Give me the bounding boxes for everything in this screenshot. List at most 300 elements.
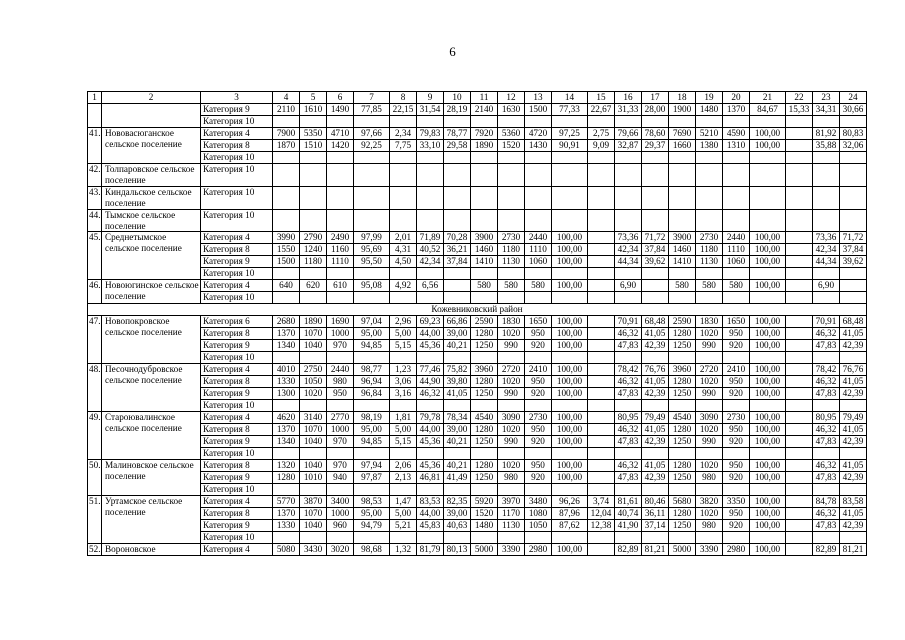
- value-cell: [786, 292, 813, 304]
- value-cell: 2730: [525, 412, 552, 424]
- value-cell: [642, 152, 669, 164]
- table-row: [88, 340, 867, 352]
- value-cell: [273, 209, 300, 232]
- value-cell: 100,00: [750, 520, 786, 532]
- value-cell: 39,80: [444, 376, 471, 388]
- district-name: Кожевниковский район: [88, 304, 867, 316]
- value-cell: 1900: [669, 104, 696, 116]
- column-number: 7: [354, 92, 390, 104]
- settlement-name: Среднетымское сельское поселение: [102, 232, 201, 280]
- value-cell: 980: [696, 520, 723, 532]
- settlement-name: Песочнодубровское сельское поселение: [102, 364, 201, 412]
- category-cell: Категория 10: [201, 448, 273, 460]
- value-cell: [273, 268, 300, 280]
- value-cell: [471, 484, 498, 496]
- value-cell: 79,78: [417, 412, 444, 424]
- value-cell: [471, 152, 498, 164]
- value-cell: 950: [723, 508, 750, 520]
- value-cell: 1830: [498, 316, 525, 328]
- value-cell: [786, 140, 813, 152]
- value-cell: [417, 209, 444, 232]
- value-cell: 1130: [498, 256, 525, 268]
- value-cell: 9,09: [588, 140, 615, 152]
- value-cell: 100,00: [552, 424, 588, 436]
- value-cell: 1420: [327, 140, 354, 152]
- value-cell: 32,87: [615, 140, 642, 152]
- value-cell: 1180: [300, 256, 327, 268]
- value-cell: 40,74: [615, 508, 642, 520]
- value-cell: [471, 268, 498, 280]
- value-cell: [813, 292, 840, 304]
- value-cell: 7690: [669, 128, 696, 140]
- value-cell: [786, 164, 813, 187]
- value-cell: [615, 400, 642, 412]
- value-cell: 2720: [498, 364, 525, 376]
- value-cell: 1480: [471, 520, 498, 532]
- value-cell: 100,00: [750, 460, 786, 472]
- value-cell: 84,67: [750, 104, 786, 116]
- value-cell: [786, 388, 813, 400]
- value-cell: 100,00: [750, 244, 786, 256]
- value-cell: 2440: [525, 232, 552, 244]
- table-row: [88, 532, 867, 544]
- value-cell: [642, 116, 669, 128]
- value-cell: [840, 292, 867, 304]
- settlement-number: 43.: [88, 186, 102, 209]
- value-cell: [552, 116, 588, 128]
- value-cell: 46,32: [417, 388, 444, 400]
- value-cell: [786, 364, 813, 376]
- value-cell: 610: [327, 280, 354, 292]
- value-cell: [525, 209, 552, 232]
- value-cell: [444, 400, 471, 412]
- settlement-name: Малиновское сельское поселение: [102, 460, 201, 496]
- value-cell: [696, 484, 723, 496]
- value-cell: 70,91: [813, 316, 840, 328]
- value-cell: 78,60: [642, 128, 669, 140]
- value-cell: 920: [525, 340, 552, 352]
- table-row: [88, 544, 867, 556]
- value-cell: 100,00: [750, 232, 786, 244]
- value-cell: 76,76: [840, 364, 867, 376]
- header-row: [88, 92, 867, 104]
- value-cell: 81,92: [813, 128, 840, 140]
- value-cell: [327, 352, 354, 364]
- value-cell: 3,74: [588, 496, 615, 508]
- value-cell: 580: [723, 280, 750, 292]
- value-cell: 990: [696, 340, 723, 352]
- value-cell: 44,90: [417, 376, 444, 388]
- value-cell: 5000: [669, 544, 696, 556]
- value-cell: [669, 116, 696, 128]
- value-cell: [813, 484, 840, 496]
- value-cell: 2,96: [390, 316, 417, 328]
- value-cell: 80,95: [813, 412, 840, 424]
- value-cell: 7920: [471, 128, 498, 140]
- value-cell: [669, 484, 696, 496]
- value-cell: [786, 340, 813, 352]
- value-cell: 2730: [498, 232, 525, 244]
- value-cell: [786, 186, 813, 209]
- value-cell: 41,49: [444, 472, 471, 484]
- value-cell: [786, 209, 813, 232]
- value-cell: [669, 268, 696, 280]
- value-cell: 47,83: [813, 340, 840, 352]
- column-number: 1: [88, 92, 102, 104]
- value-cell: [498, 532, 525, 544]
- value-cell: [588, 244, 615, 256]
- value-cell: 46,32: [813, 328, 840, 340]
- value-cell: 990: [498, 388, 525, 400]
- value-cell: 940: [327, 472, 354, 484]
- value-cell: 100,00: [552, 412, 588, 424]
- value-cell: 1410: [669, 256, 696, 268]
- value-cell: 1520: [498, 140, 525, 152]
- value-cell: 94,85: [354, 340, 390, 352]
- value-cell: 3900: [471, 232, 498, 244]
- value-cell: [300, 400, 327, 412]
- value-cell: [273, 292, 300, 304]
- value-cell: 950: [525, 328, 552, 340]
- value-cell: 68,48: [840, 316, 867, 328]
- value-cell: [696, 164, 723, 187]
- value-cell: [588, 532, 615, 544]
- value-cell: 970: [327, 460, 354, 472]
- column-number: 12: [498, 92, 525, 104]
- value-cell: 1410: [471, 256, 498, 268]
- value-cell: [552, 400, 588, 412]
- value-cell: 47,83: [813, 388, 840, 400]
- value-cell: 1280: [471, 460, 498, 472]
- value-cell: 5,00: [390, 424, 417, 436]
- category-cell: Категория 9: [201, 340, 273, 352]
- value-cell: [327, 209, 354, 232]
- value-cell: 4540: [669, 412, 696, 424]
- value-cell: 46,32: [813, 376, 840, 388]
- value-cell: [723, 532, 750, 544]
- value-cell: 1180: [498, 244, 525, 256]
- value-cell: 1380: [696, 140, 723, 152]
- value-cell: [417, 484, 444, 496]
- value-cell: [696, 400, 723, 412]
- column-number: 5: [300, 92, 327, 104]
- value-cell: 1020: [696, 376, 723, 388]
- value-cell: 100,00: [552, 364, 588, 376]
- value-cell: 3820: [696, 496, 723, 508]
- value-cell: 4720: [525, 128, 552, 140]
- value-cell: 98,19: [354, 412, 390, 424]
- table-row: [88, 352, 867, 364]
- value-cell: [669, 164, 696, 187]
- value-cell: 1000: [327, 508, 354, 520]
- value-cell: 100,00: [750, 364, 786, 376]
- value-cell: 28,00: [642, 104, 669, 116]
- value-cell: [354, 352, 390, 364]
- district-row: [88, 304, 867, 316]
- value-cell: 100,00: [552, 316, 588, 328]
- value-cell: 42,39: [642, 436, 669, 448]
- value-cell: [417, 400, 444, 412]
- category-cell: Категория 10: [201, 164, 273, 187]
- value-cell: 1490: [327, 104, 354, 116]
- value-cell: 980: [498, 472, 525, 484]
- value-cell: [525, 448, 552, 460]
- value-cell: 46,32: [813, 424, 840, 436]
- value-cell: [840, 164, 867, 187]
- value-cell: [786, 328, 813, 340]
- value-cell: 1130: [498, 520, 525, 532]
- value-cell: 1250: [471, 436, 498, 448]
- value-cell: [588, 484, 615, 496]
- value-cell: 77,33: [552, 104, 588, 116]
- table-row: [88, 412, 867, 424]
- value-cell: 990: [696, 388, 723, 400]
- value-cell: 7,75: [390, 140, 417, 152]
- value-cell: 1040: [300, 460, 327, 472]
- value-cell: 100,00: [750, 140, 786, 152]
- value-cell: [723, 448, 750, 460]
- category-cell: Категория 9: [201, 472, 273, 484]
- value-cell: 1250: [471, 472, 498, 484]
- value-cell: 36,11: [642, 508, 669, 520]
- value-cell: 950: [327, 388, 354, 400]
- value-cell: [840, 448, 867, 460]
- value-cell: 1020: [498, 424, 525, 436]
- value-cell: 41,05: [642, 424, 669, 436]
- value-cell: [390, 292, 417, 304]
- value-cell: 41,05: [840, 508, 867, 520]
- value-cell: [498, 152, 525, 164]
- value-cell: [354, 152, 390, 164]
- value-cell: [588, 436, 615, 448]
- value-cell: [327, 484, 354, 496]
- table-row: [88, 256, 867, 268]
- value-cell: 45,36: [417, 340, 444, 352]
- value-cell: [669, 532, 696, 544]
- value-cell: [786, 544, 813, 556]
- table-row: [88, 209, 867, 232]
- table-row: [88, 244, 867, 256]
- value-cell: 31,54: [417, 104, 444, 116]
- settlement-name: Нововасюганское сельское поселение: [102, 128, 201, 164]
- value-cell: [786, 460, 813, 472]
- value-cell: 1110: [723, 244, 750, 256]
- table-row: [88, 186, 867, 209]
- value-cell: 41,05: [642, 460, 669, 472]
- value-cell: 95,00: [354, 508, 390, 520]
- value-cell: 78,42: [615, 364, 642, 376]
- value-cell: 96,94: [354, 376, 390, 388]
- category-cell: Категория 4: [201, 412, 273, 424]
- value-cell: 5080: [273, 544, 300, 556]
- category-cell: Категория 10: [201, 186, 273, 209]
- value-cell: [750, 400, 786, 412]
- value-cell: 1070: [300, 424, 327, 436]
- value-cell: 100,00: [750, 436, 786, 448]
- value-cell: 1330: [273, 520, 300, 532]
- value-cell: [354, 448, 390, 460]
- value-cell: 580: [669, 280, 696, 292]
- value-cell: [642, 292, 669, 304]
- value-cell: 1250: [471, 388, 498, 400]
- value-cell: 29,58: [444, 140, 471, 152]
- column-number: 14: [552, 92, 588, 104]
- value-cell: [444, 484, 471, 496]
- value-cell: 46,32: [615, 328, 642, 340]
- value-cell: 2590: [669, 316, 696, 328]
- value-cell: [723, 400, 750, 412]
- value-cell: [525, 164, 552, 187]
- value-cell: 87,96: [552, 508, 588, 520]
- value-cell: 42,39: [840, 436, 867, 448]
- category-cell: Категория 4: [201, 496, 273, 508]
- value-cell: [444, 186, 471, 209]
- value-cell: 83,53: [417, 496, 444, 508]
- value-cell: 45,83: [417, 520, 444, 532]
- value-cell: 78,77: [444, 128, 471, 140]
- table-row: [88, 116, 867, 128]
- value-cell: 97,04: [354, 316, 390, 328]
- value-cell: [588, 116, 615, 128]
- value-cell: [273, 484, 300, 496]
- settlement-name: Уртамское сельское поселение: [102, 496, 201, 544]
- value-cell: [750, 186, 786, 209]
- value-cell: 5210: [696, 128, 723, 140]
- value-cell: [498, 400, 525, 412]
- value-cell: 100,00: [750, 388, 786, 400]
- category-cell: Категория 4: [201, 280, 273, 292]
- value-cell: 3390: [498, 544, 525, 556]
- column-number: 20: [723, 92, 750, 104]
- value-cell: [273, 152, 300, 164]
- value-cell: [840, 268, 867, 280]
- table-row: [88, 232, 867, 244]
- value-cell: 44,00: [417, 328, 444, 340]
- value-cell: 1650: [525, 316, 552, 328]
- value-cell: 1020: [696, 508, 723, 520]
- value-cell: 1890: [471, 140, 498, 152]
- value-cell: [552, 186, 588, 209]
- value-cell: 81,21: [642, 544, 669, 556]
- value-cell: [840, 116, 867, 128]
- value-cell: [525, 268, 552, 280]
- value-cell: [300, 448, 327, 460]
- value-cell: 79,49: [840, 412, 867, 424]
- value-cell: 1250: [669, 388, 696, 400]
- value-cell: 1280: [669, 424, 696, 436]
- value-cell: 82,89: [615, 544, 642, 556]
- value-cell: [327, 186, 354, 209]
- value-cell: 3,06: [390, 376, 417, 388]
- value-cell: [552, 209, 588, 232]
- value-cell: [525, 532, 552, 544]
- value-cell: 1040: [300, 520, 327, 532]
- value-cell: 950: [525, 460, 552, 472]
- value-cell: [813, 352, 840, 364]
- value-cell: [642, 280, 669, 292]
- value-cell: [471, 400, 498, 412]
- value-cell: 4,92: [390, 280, 417, 292]
- settlement-number: 42.: [88, 164, 102, 187]
- value-cell: [696, 448, 723, 460]
- value-cell: [786, 496, 813, 508]
- column-number: 17: [642, 92, 669, 104]
- value-cell: 4,31: [390, 244, 417, 256]
- value-cell: [813, 532, 840, 544]
- value-cell: 1000: [327, 424, 354, 436]
- value-cell: [723, 268, 750, 280]
- value-cell: 1000: [327, 328, 354, 340]
- value-cell: [615, 152, 642, 164]
- column-number: 2: [102, 92, 201, 104]
- value-cell: [327, 116, 354, 128]
- value-cell: 5,00: [390, 328, 417, 340]
- value-cell: 1280: [669, 508, 696, 520]
- value-cell: 1130: [696, 256, 723, 268]
- value-cell: 3020: [327, 544, 354, 556]
- value-cell: 22,15: [390, 104, 417, 116]
- value-cell: [525, 352, 552, 364]
- value-cell: [840, 400, 867, 412]
- value-cell: [750, 352, 786, 364]
- category-cell: Категория 9: [201, 256, 273, 268]
- value-cell: [696, 268, 723, 280]
- value-cell: 100,00: [750, 328, 786, 340]
- value-cell: 46,32: [615, 376, 642, 388]
- value-cell: 100,00: [552, 280, 588, 292]
- value-cell: [390, 400, 417, 412]
- value-cell: 42,39: [840, 388, 867, 400]
- value-cell: [327, 532, 354, 544]
- value-cell: [525, 292, 552, 304]
- value-cell: [273, 400, 300, 412]
- table-row: [88, 104, 867, 116]
- value-cell: [786, 520, 813, 532]
- value-cell: [471, 186, 498, 209]
- value-cell: 95,69: [354, 244, 390, 256]
- value-cell: [552, 484, 588, 496]
- value-cell: [669, 186, 696, 209]
- value-cell: 5920: [471, 496, 498, 508]
- value-cell: 2730: [696, 232, 723, 244]
- value-cell: 1,23: [390, 364, 417, 376]
- value-cell: 1040: [300, 340, 327, 352]
- table-row: [88, 400, 867, 412]
- category-cell: Категория 4: [201, 128, 273, 140]
- value-cell: 1370: [723, 104, 750, 116]
- value-cell: 97,87: [354, 472, 390, 484]
- value-cell: [840, 209, 867, 232]
- value-cell: [417, 268, 444, 280]
- table-row: [88, 268, 867, 280]
- settlement-number: 44.: [88, 209, 102, 232]
- value-cell: [642, 484, 669, 496]
- value-cell: 37,84: [642, 244, 669, 256]
- value-cell: [498, 292, 525, 304]
- value-cell: 100,00: [552, 460, 588, 472]
- value-cell: 81,79: [417, 544, 444, 556]
- value-cell: 39,62: [642, 256, 669, 268]
- value-cell: 31,33: [615, 104, 642, 116]
- value-cell: 32,06: [840, 140, 867, 152]
- settlement-number: 47.: [88, 316, 102, 364]
- settlement-name: Тымское сельское поселение: [102, 209, 201, 232]
- value-cell: [417, 116, 444, 128]
- value-cell: [786, 280, 813, 292]
- value-cell: 980: [327, 376, 354, 388]
- value-cell: 76,76: [642, 364, 669, 376]
- value-cell: 100,00: [750, 508, 786, 520]
